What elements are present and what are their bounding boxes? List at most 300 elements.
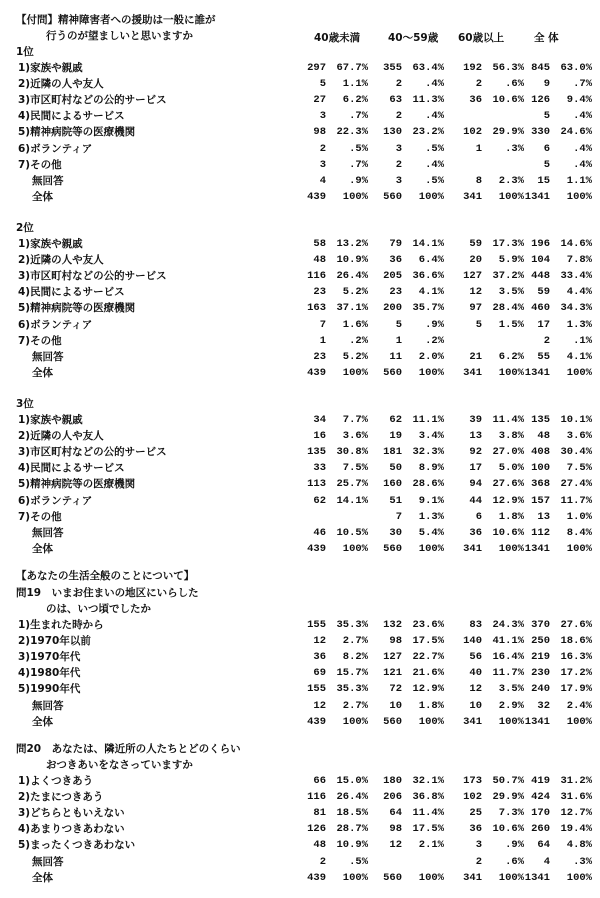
percent-cell: 16.3% bbox=[560, 651, 592, 663]
count-cell: 36 bbox=[389, 254, 402, 266]
count-cell: 15 bbox=[537, 175, 550, 187]
table-row bbox=[0, 525, 600, 541]
row-label: 1)家族や親戚 bbox=[18, 238, 83, 250]
count-cell: 46 bbox=[313, 527, 326, 539]
percent-cell: 67.7% bbox=[336, 62, 368, 74]
count-cell: 69 bbox=[313, 667, 326, 679]
percent-cell: 17.5% bbox=[412, 635, 444, 647]
count-cell: 48 bbox=[313, 254, 326, 266]
count-cell: 3 bbox=[395, 143, 402, 155]
percent-cell: 27.6% bbox=[492, 478, 524, 490]
percent-cell: 2.9% bbox=[498, 700, 524, 712]
percent-cell: 4.1% bbox=[566, 351, 592, 363]
percent-cell: 7.8% bbox=[566, 254, 592, 266]
percent-cell: 6.2% bbox=[342, 94, 368, 106]
percent-cell: 100% bbox=[342, 716, 368, 728]
question-title-line bbox=[0, 601, 600, 617]
percent-cell: 32.1% bbox=[412, 775, 444, 787]
percent-cell: 100% bbox=[418, 543, 444, 555]
count-cell: 126 bbox=[307, 823, 326, 835]
count-cell: 439 bbox=[307, 367, 326, 379]
count-cell: 560 bbox=[383, 543, 402, 555]
row-label: 4)あまりつきあわない bbox=[18, 823, 125, 835]
table-row bbox=[0, 681, 600, 697]
count-cell: 460 bbox=[531, 302, 550, 314]
count-cell: 355 bbox=[383, 62, 402, 74]
count-cell: 341 bbox=[463, 543, 482, 555]
count-cell: 127 bbox=[383, 651, 402, 663]
row-label: 無回答 bbox=[32, 700, 64, 712]
count-cell: 10 bbox=[469, 700, 482, 712]
count-cell: 439 bbox=[307, 191, 326, 203]
table-row bbox=[0, 837, 600, 853]
percent-cell: 100% bbox=[418, 367, 444, 379]
percent-cell: 17.9% bbox=[560, 683, 592, 695]
count-cell: 36 bbox=[469, 94, 482, 106]
count-cell: 12 bbox=[469, 683, 482, 695]
percent-cell: 37.1% bbox=[336, 302, 368, 314]
count-cell: 2 bbox=[395, 78, 402, 90]
table-row bbox=[0, 773, 600, 789]
count-cell: 2 bbox=[475, 856, 482, 868]
table-row bbox=[0, 476, 600, 492]
percent-cell: 22.7% bbox=[412, 651, 444, 663]
count-cell: 55 bbox=[537, 351, 550, 363]
rank-label: 3位 bbox=[16, 398, 34, 410]
count-cell: 250 bbox=[531, 635, 550, 647]
percent-cell: .4% bbox=[425, 78, 444, 90]
row-label: 無回答 bbox=[32, 175, 64, 187]
rank-label: 2位 bbox=[16, 222, 34, 234]
count-cell: 102 bbox=[463, 126, 482, 138]
percent-cell: 2.7% bbox=[342, 635, 368, 647]
percent-cell: .7% bbox=[349, 159, 368, 171]
percent-cell: 13.2% bbox=[336, 238, 368, 250]
count-cell: 3 bbox=[395, 175, 402, 187]
table-row bbox=[0, 428, 600, 444]
count-cell: 20 bbox=[469, 254, 482, 266]
count-cell: 17 bbox=[537, 319, 550, 331]
table-row bbox=[0, 300, 600, 316]
count-cell: 3 bbox=[319, 159, 326, 171]
count-cell: 32 bbox=[537, 700, 550, 712]
percent-cell: 12.9% bbox=[412, 683, 444, 695]
percent-cell: 17.3% bbox=[492, 238, 524, 250]
question-title: のは、いつ頃でしたか bbox=[46, 603, 151, 615]
percent-cell: 100% bbox=[566, 367, 592, 379]
count-cell: 59 bbox=[469, 238, 482, 250]
count-cell: 200 bbox=[383, 302, 402, 314]
count-cell: 10 bbox=[389, 700, 402, 712]
section-title: 【あなたの生活全般のことについて】 bbox=[16, 570, 195, 582]
count-cell: 163 bbox=[307, 302, 326, 314]
count-cell: 97 bbox=[469, 302, 482, 314]
table-row bbox=[0, 821, 600, 837]
count-cell: 36 bbox=[469, 823, 482, 835]
count-cell: 181 bbox=[383, 446, 402, 458]
table-row bbox=[0, 714, 600, 730]
count-cell: 3 bbox=[319, 110, 326, 122]
count-cell: 27 bbox=[313, 94, 326, 106]
percent-cell: 3.4% bbox=[418, 430, 444, 442]
count-cell: 113 bbox=[307, 478, 326, 490]
percent-cell: 36.6% bbox=[412, 270, 444, 282]
percent-cell: 4.4% bbox=[566, 286, 592, 298]
table-row bbox=[0, 236, 600, 252]
count-cell: 419 bbox=[531, 775, 550, 787]
count-cell: 560 bbox=[383, 872, 402, 884]
question-title-line bbox=[0, 28, 600, 44]
percent-cell: .2% bbox=[349, 335, 368, 347]
percent-cell: .7% bbox=[349, 110, 368, 122]
row-label: 3)市区町村などの公的サービス bbox=[18, 94, 167, 106]
count-cell: 34 bbox=[313, 414, 326, 426]
row-label: 5)1990年代 bbox=[18, 683, 81, 695]
count-cell: 219 bbox=[531, 651, 550, 663]
percent-cell: .4% bbox=[573, 110, 592, 122]
count-cell: 98 bbox=[389, 823, 402, 835]
percent-cell: 1.3% bbox=[418, 511, 444, 523]
percent-cell: 31.6% bbox=[560, 791, 592, 803]
count-cell: 33 bbox=[313, 462, 326, 474]
table-row bbox=[0, 665, 600, 681]
percent-cell: 17.2% bbox=[560, 667, 592, 679]
percent-cell: 1.0% bbox=[566, 511, 592, 523]
count-cell: 104 bbox=[531, 254, 550, 266]
table-row bbox=[0, 173, 600, 189]
count-cell: 92 bbox=[469, 446, 482, 458]
count-cell: 16 bbox=[313, 430, 326, 442]
count-cell: 155 bbox=[307, 683, 326, 695]
percent-cell: 1.3% bbox=[566, 319, 592, 331]
count-cell: 341 bbox=[463, 367, 482, 379]
table-row bbox=[0, 92, 600, 108]
table-row bbox=[0, 509, 600, 525]
row-label: 1)生まれた時から bbox=[18, 619, 104, 631]
percent-cell: 1.6% bbox=[342, 319, 368, 331]
question-title: 行うのが望ましいと思いますか bbox=[46, 30, 193, 42]
percent-cell: 23.2% bbox=[412, 126, 444, 138]
count-cell: 2 bbox=[319, 143, 326, 155]
percent-cell: .5% bbox=[349, 856, 368, 868]
percent-cell: 35.7% bbox=[412, 302, 444, 314]
percent-cell: 41.1% bbox=[492, 635, 524, 647]
row-label: 3)市区町村などの公的サービス bbox=[18, 270, 167, 282]
percent-cell: 32.3% bbox=[412, 446, 444, 458]
row-label: 1)家族や親戚 bbox=[18, 62, 83, 74]
count-cell: 121 bbox=[383, 667, 402, 679]
count-cell: 98 bbox=[313, 126, 326, 138]
count-cell: 48 bbox=[537, 430, 550, 442]
table-row bbox=[0, 141, 600, 157]
count-cell: 135 bbox=[307, 446, 326, 458]
column-header: 60歳以上 bbox=[458, 32, 505, 44]
table-row bbox=[0, 633, 600, 649]
count-cell: 1341 bbox=[524, 872, 550, 884]
percent-cell: 28.4% bbox=[492, 302, 524, 314]
percent-cell: 34.3% bbox=[560, 302, 592, 314]
row-label: 7)その他 bbox=[18, 511, 62, 523]
percent-cell: 27.6% bbox=[560, 619, 592, 631]
row-label: 7)その他 bbox=[18, 335, 62, 347]
column-header: 全 体 bbox=[534, 32, 559, 44]
table-row bbox=[0, 805, 600, 821]
percent-cell: 10.9% bbox=[336, 839, 368, 851]
rank-heading bbox=[0, 220, 600, 236]
percent-cell: 8.4% bbox=[566, 527, 592, 539]
count-cell: 2 bbox=[395, 159, 402, 171]
percent-cell: 11.7% bbox=[560, 495, 592, 507]
percent-cell: 10.9% bbox=[336, 254, 368, 266]
count-cell: 1341 bbox=[524, 191, 550, 203]
percent-cell: 100% bbox=[566, 191, 592, 203]
count-cell: 17 bbox=[469, 462, 482, 474]
percent-cell: .1% bbox=[573, 335, 592, 347]
percent-cell: .4% bbox=[573, 159, 592, 171]
percent-cell: 33.4% bbox=[560, 270, 592, 282]
count-cell: 1341 bbox=[524, 543, 550, 555]
table-row bbox=[0, 317, 600, 333]
row-label: 2)近隣の人や友人 bbox=[18, 254, 104, 266]
table-row bbox=[0, 349, 600, 365]
count-cell: 2 bbox=[475, 78, 482, 90]
percent-cell: 31.2% bbox=[560, 775, 592, 787]
count-cell: 100 bbox=[531, 462, 550, 474]
count-cell: 94 bbox=[469, 478, 482, 490]
count-cell: 51 bbox=[389, 495, 402, 507]
count-cell: 126 bbox=[531, 94, 550, 106]
count-cell: 2 bbox=[543, 335, 550, 347]
count-cell: 44 bbox=[469, 495, 482, 507]
percent-cell: 14.6% bbox=[560, 238, 592, 250]
count-cell: 30 bbox=[389, 527, 402, 539]
count-cell: 170 bbox=[531, 807, 550, 819]
percent-cell: 5.2% bbox=[342, 351, 368, 363]
row-label: 6)ボランティア bbox=[18, 319, 93, 331]
rank-heading bbox=[0, 44, 600, 60]
count-cell: 4 bbox=[319, 175, 326, 187]
percent-cell: 18.5% bbox=[336, 807, 368, 819]
percent-cell: 6.2% bbox=[498, 351, 524, 363]
percent-cell: 11.1% bbox=[412, 414, 444, 426]
percent-cell: .2% bbox=[425, 335, 444, 347]
percent-cell: 63.4% bbox=[412, 62, 444, 74]
percent-cell: .7% bbox=[573, 78, 592, 90]
count-cell: 12 bbox=[469, 286, 482, 298]
percent-cell: 4.8% bbox=[566, 839, 592, 851]
percent-cell: 15.0% bbox=[336, 775, 368, 787]
count-cell: 341 bbox=[463, 191, 482, 203]
count-cell: 448 bbox=[531, 270, 550, 282]
percent-cell: 5.4% bbox=[418, 527, 444, 539]
table-row bbox=[0, 617, 600, 633]
percent-cell: .4% bbox=[573, 143, 592, 155]
percent-cell: .9% bbox=[349, 175, 368, 187]
percent-cell: 5.9% bbox=[498, 254, 524, 266]
percent-cell: 1.8% bbox=[418, 700, 444, 712]
percent-cell: 100% bbox=[498, 367, 524, 379]
count-cell: 6 bbox=[543, 143, 550, 155]
count-cell: 72 bbox=[389, 683, 402, 695]
row-label: 2)たまにつきあう bbox=[18, 791, 104, 803]
table-row bbox=[0, 541, 600, 557]
table-row bbox=[0, 365, 600, 381]
row-label: 5)精神病院等の医療機関 bbox=[18, 126, 136, 138]
percent-cell: 50.7% bbox=[492, 775, 524, 787]
count-cell: 116 bbox=[307, 270, 326, 282]
count-cell: 23 bbox=[313, 351, 326, 363]
count-cell: 439 bbox=[307, 543, 326, 555]
question-title-line bbox=[0, 12, 600, 28]
percent-cell: 10.6% bbox=[492, 94, 524, 106]
percent-cell: 1.1% bbox=[342, 78, 368, 90]
percent-cell: 23.6% bbox=[412, 619, 444, 631]
percent-cell: 11.7% bbox=[492, 667, 524, 679]
count-cell: 116 bbox=[307, 791, 326, 803]
row-label: 5)まったくつきあわない bbox=[18, 839, 136, 851]
rank-heading bbox=[0, 396, 600, 412]
percent-cell: 100% bbox=[566, 543, 592, 555]
table-row bbox=[0, 268, 600, 284]
percent-cell: 14.1% bbox=[336, 495, 368, 507]
count-cell: 112 bbox=[531, 527, 550, 539]
count-cell: 6 bbox=[475, 511, 482, 523]
row-label: 5)精神病院等の医療機関 bbox=[18, 302, 136, 314]
count-cell: 341 bbox=[463, 872, 482, 884]
count-cell: 58 bbox=[313, 238, 326, 250]
table-row bbox=[0, 854, 600, 870]
section-heading bbox=[0, 568, 600, 584]
row-label: 4)1980年代 bbox=[18, 667, 81, 679]
question-title: 問19 いまお住まいの地区にいらした bbox=[16, 587, 199, 599]
table-row bbox=[0, 333, 600, 349]
count-cell: 1 bbox=[319, 335, 326, 347]
count-cell: 13 bbox=[537, 511, 550, 523]
row-label: 全体 bbox=[32, 716, 53, 728]
count-cell: 5 bbox=[475, 319, 482, 331]
table-row bbox=[0, 157, 600, 173]
row-label: 4)民間によるサービス bbox=[18, 462, 125, 474]
count-cell: 62 bbox=[313, 495, 326, 507]
count-cell: 2 bbox=[395, 110, 402, 122]
count-cell: 368 bbox=[531, 478, 550, 490]
table-row bbox=[0, 460, 600, 476]
percent-cell: 3.6% bbox=[566, 430, 592, 442]
count-cell: 81 bbox=[313, 807, 326, 819]
count-cell: 36 bbox=[469, 527, 482, 539]
percent-cell: 3.5% bbox=[498, 286, 524, 298]
count-cell: 1 bbox=[475, 143, 482, 155]
percent-cell: 100% bbox=[498, 872, 524, 884]
percent-cell: .9% bbox=[425, 319, 444, 331]
percent-cell: .4% bbox=[425, 159, 444, 171]
count-cell: 9 bbox=[543, 78, 550, 90]
percent-cell: 2.4% bbox=[566, 700, 592, 712]
percent-cell: 2.7% bbox=[342, 700, 368, 712]
count-cell: 2 bbox=[319, 856, 326, 868]
percent-cell: .9% bbox=[505, 839, 524, 851]
percent-cell: 8.2% bbox=[342, 651, 368, 663]
count-cell: 62 bbox=[389, 414, 402, 426]
percent-cell: 29.9% bbox=[492, 126, 524, 138]
count-cell: 160 bbox=[383, 478, 402, 490]
count-cell: 560 bbox=[383, 716, 402, 728]
percent-cell: 36.8% bbox=[412, 791, 444, 803]
count-cell: 12 bbox=[313, 635, 326, 647]
count-cell: 13 bbox=[469, 430, 482, 442]
percent-cell: 11.3% bbox=[412, 94, 444, 106]
percent-cell: 100% bbox=[566, 872, 592, 884]
table-row bbox=[0, 284, 600, 300]
count-cell: 40 bbox=[469, 667, 482, 679]
column-header: 40～59歳 bbox=[388, 32, 439, 44]
count-cell: 341 bbox=[463, 716, 482, 728]
percent-cell: 100% bbox=[342, 872, 368, 884]
percent-cell: 10.5% bbox=[336, 527, 368, 539]
percent-cell: 5.0% bbox=[498, 462, 524, 474]
percent-cell: 27.4% bbox=[560, 478, 592, 490]
percent-cell: 16.4% bbox=[492, 651, 524, 663]
table-row bbox=[0, 444, 600, 460]
count-cell: 7 bbox=[319, 319, 326, 331]
row-label: 3)どちらともいえない bbox=[18, 807, 125, 819]
percent-cell: 9.4% bbox=[566, 94, 592, 106]
percent-cell: 56.3% bbox=[492, 62, 524, 74]
count-cell: 5 bbox=[543, 110, 550, 122]
count-cell: 439 bbox=[307, 872, 326, 884]
count-cell: 330 bbox=[531, 126, 550, 138]
row-label: 無回答 bbox=[32, 856, 64, 868]
count-cell: 132 bbox=[383, 619, 402, 631]
count-cell: 98 bbox=[389, 635, 402, 647]
percent-cell: 11.4% bbox=[412, 807, 444, 819]
percent-cell: 30.4% bbox=[560, 446, 592, 458]
row-label: 全体 bbox=[32, 367, 53, 379]
row-label: 無回答 bbox=[32, 527, 64, 539]
count-cell: 140 bbox=[463, 635, 482, 647]
table-row bbox=[0, 124, 600, 140]
percent-cell: 3.5% bbox=[498, 683, 524, 695]
percent-cell: 100% bbox=[418, 716, 444, 728]
count-cell: 23 bbox=[313, 286, 326, 298]
percent-cell: 18.6% bbox=[560, 635, 592, 647]
count-cell: 192 bbox=[463, 62, 482, 74]
percent-cell: .5% bbox=[349, 143, 368, 155]
count-cell: 205 bbox=[383, 270, 402, 282]
count-cell: 7 bbox=[395, 511, 402, 523]
percent-cell: 9.1% bbox=[418, 495, 444, 507]
percent-cell: 37.2% bbox=[492, 270, 524, 282]
count-cell: 130 bbox=[383, 126, 402, 138]
count-cell: 240 bbox=[531, 683, 550, 695]
table-row bbox=[0, 789, 600, 805]
count-cell: 36 bbox=[313, 651, 326, 663]
percent-cell: 2.0% bbox=[418, 351, 444, 363]
percent-cell: .6% bbox=[505, 856, 524, 868]
row-label: 2)1970年以前 bbox=[18, 635, 91, 647]
count-cell: 59 bbox=[537, 286, 550, 298]
percent-cell: 10.6% bbox=[492, 823, 524, 835]
percent-cell: 2.1% bbox=[418, 839, 444, 851]
question-title-line bbox=[0, 757, 600, 773]
percent-cell: .5% bbox=[425, 143, 444, 155]
percent-cell: 100% bbox=[342, 367, 368, 379]
count-cell: 560 bbox=[383, 191, 402, 203]
count-cell: 157 bbox=[531, 495, 550, 507]
percent-cell: 1.8% bbox=[498, 511, 524, 523]
question-title: 【付問】精神障害者への援助は一般に誰が bbox=[16, 14, 216, 26]
percent-cell: 1.1% bbox=[566, 175, 592, 187]
